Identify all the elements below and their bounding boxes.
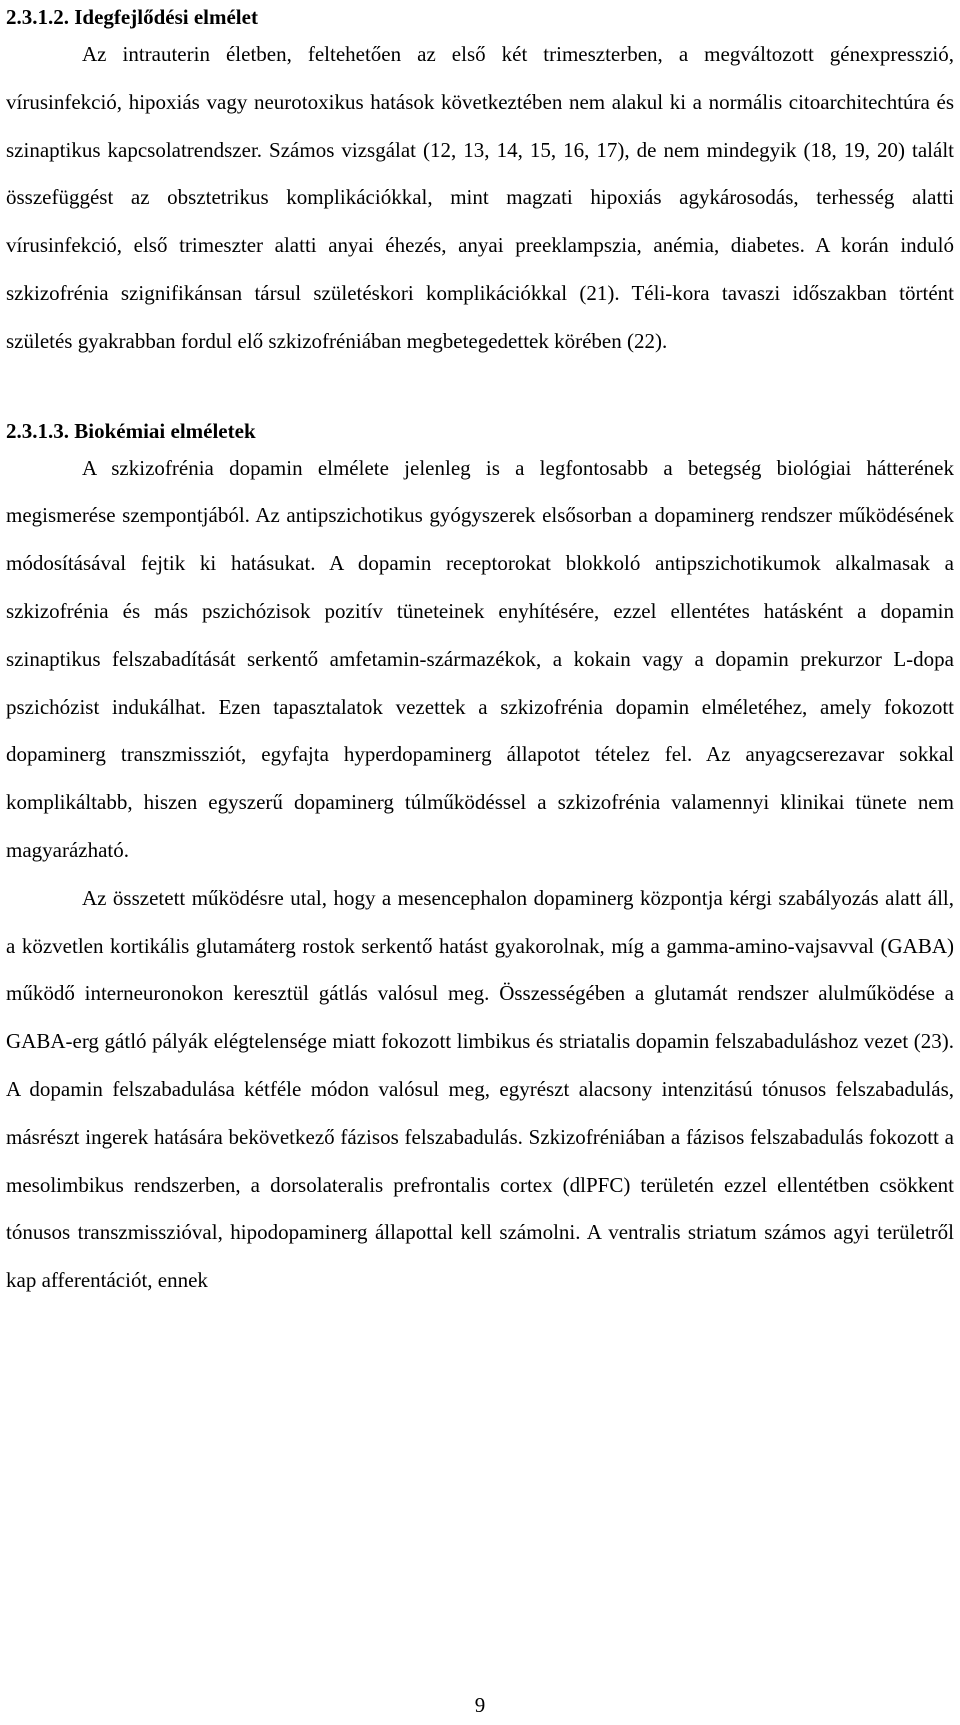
- section-idegfejlodesi-elmelet: [6, 0, 954, 366]
- section-number: 2.3.1.2.: [6, 5, 69, 29]
- section-number: 2.3.1.3.: [6, 418, 69, 443]
- section-biokemiai-elmeletek: [6, 418, 954, 1305]
- section-heading: [6, 0, 954, 30]
- paragraph: Az összetett működésre utal, hogy a mesencephalon dopaminerg központja kérgi szabályozás alatt áll, a közvetlen kortikális glutamáterg rostok serkentő hatást gyakorolnak, míg a gamma-amino-vajsavval (GABA) működő interneuronokon keresztül gátlás valósul meg. Összességében a glutamát rendszer alulműködése a GABA-erg gátló pályák elégtelensége miatt fokozott limbikus és striatalis dopamin felszabaduláshoz vezet (23). A dopamin felszabadulása kétféle módon valósul meg, egyrészt alacsony intenzitású tónusos felszabadulás, másrészt ingerek hatására bekövetkező fázisos felszabadulás. Szkizofréniában a fázisos felszabadulás fokozott a mesolimbikus rendszerben, a dorsolateralis prefrontalis cortex (dlPFC) területén ezzel ellentétben csökkent tónusos transzmisszióval, hipodopaminerg állapottal kell számolni. A ventralis striatum számos agyi területről kap afferentációt, ennek: [6, 885, 954, 1293]
- paragraph: Az intrauterin életben, feltehetően az első két trimeszterben, a megváltozott génexpresszió, vírusinfekció, hipoxiás vagy neurotoxikus hatások következtében nem alakul ki a normális citoarchitechtúra és szinaptikus kapcsolatrendszer. Számos vizsgálat (12, 13, 14, 15, 16, 17), de nem mindegyik (18, 19, 20) talált összefüggést az obsztetrikus komplikációkkal, mint magzati hipoxiás agykárosodás, terhesség alatti vírusinfekció, első trimeszter alatti anyai éhezés, anyai preeklampszia, anémia, diabetes. A korán induló szkizofrénia szignifikánsan társul születéskori komplikációkkal (21). Téli-kora tavaszi időszakban történt születés gyakrabban fordul elő szkizofréniában megbetegedettek körében (22).: [6, 42, 954, 353]
- section-heading: [6, 418, 954, 444]
- document-page: [6, 0, 954, 1305]
- section-gap: [6, 366, 954, 418]
- section-title: Idegfejlődési elmélet: [74, 5, 258, 29]
- section-title: Biokémiai elméletek: [74, 418, 256, 443]
- paragraph: A szkizofrénia dopamin elmélete jelenleg is a legfontosabb a betegség biológiai hátterének megismerése szempontjából. Az antipszichotikus gyógyszerek elsősorban a dopaminerg rendszer működésének módosításával fejtik ki hatásukat. A dopamin receptorokat blokkoló antipszichotikumok alkalmasak a szkizofrénia és más pszichózisok pozitív tüneteinek enyhítésére, ezzel ellentétes hatásként a dopamin szinaptikus felszabadítását serkentő amfetamin-származékok, a kokain vagy a dopamin prekurzor L-dopa pszichózist indukálhat. Ezen tapasztalatok vezettek a szkizofrénia dopamin elméletéhez, amely fokozott dopaminerg transzmissziót, egyfajta hyperdopaminerg állapotot tételez fel. Az anyagcserezavar sokkal komplikáltabb, hiszen egyszerű dopaminerg túlműködéssel a szkizofrénia valamennyi klinikai tünete nem magyarázható.: [6, 455, 954, 862]
- page-number: 9: [474, 1693, 486, 1717]
